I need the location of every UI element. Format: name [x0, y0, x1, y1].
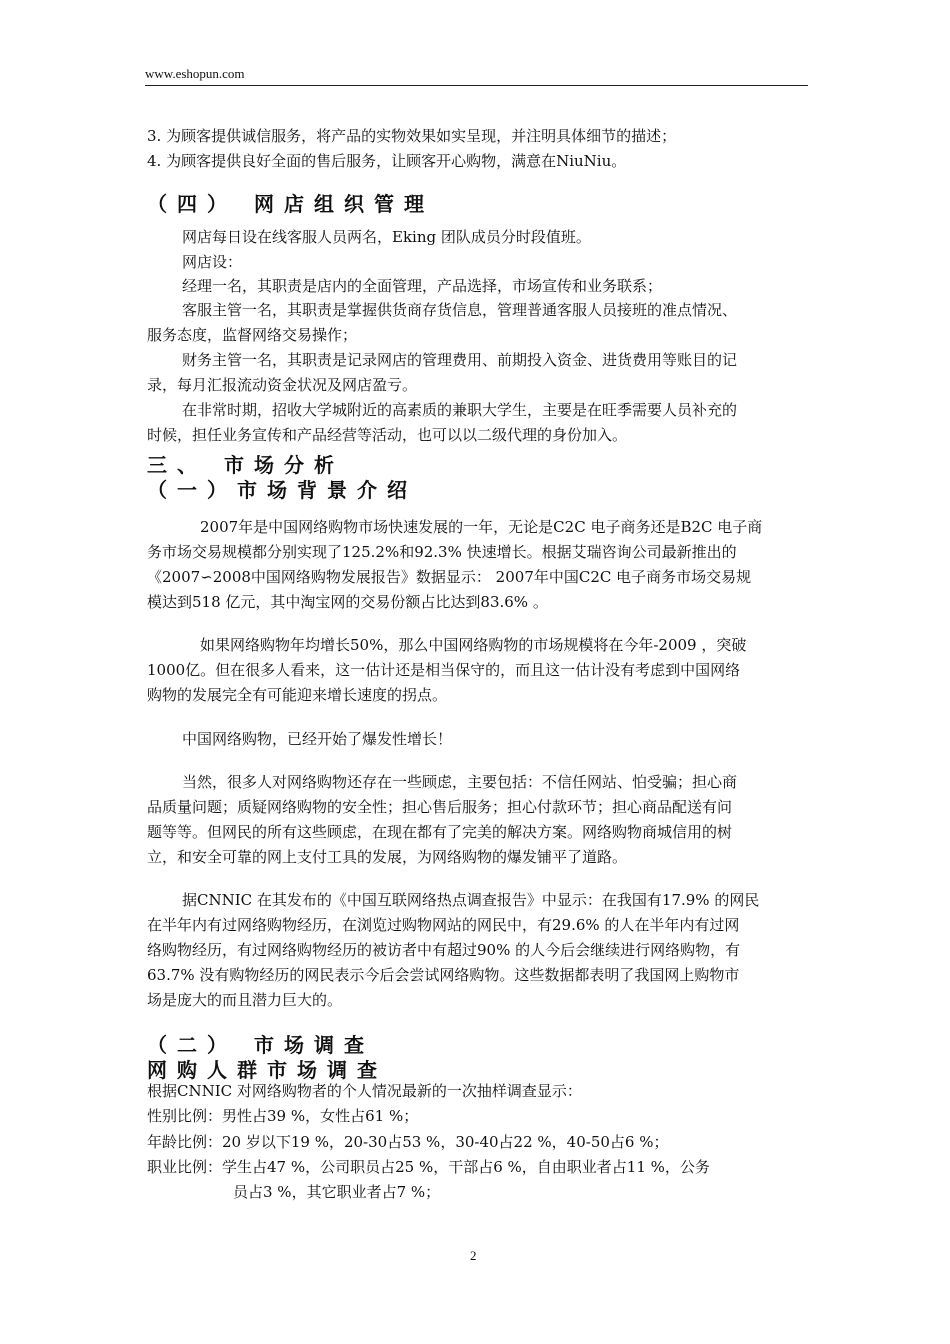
survey-occupation: 职业比例：学生占47 %，公司职员占25 %，干部占6 %，自由职业者占11 %，公务: [147, 1158, 710, 1176]
paragraph-line: 务市场交易规模都分别实现了125.2%和92.3% 快速增长。根据艾瑞咨询公司最新推出的: [147, 543, 737, 561]
paragraph-line: 服务态度，监督网络交易操作；: [147, 326, 358, 344]
paragraph-line: 中国网络购物，已经开始了爆发性增长！: [182, 730, 453, 748]
paragraph-line: 1000亿。但在很多人看来，这一估计还是相当保守的，而且这一估计没有考虑到中国网络: [147, 661, 741, 679]
paragraph-line: 当然，很多人对网络购物还存在一些顾虑，主要包括：不信任网站、怕受骗；担心商: [182, 773, 738, 791]
paragraph-line: 在半年内有过网络购物经历，在浏览过购物网站的网民中，有29.6% 的人在半年内有过网: [147, 916, 740, 934]
paragraph-line: 客服主管一名，其职责是掌握供货商存货信息，管理普通客服人员接班的准点情况、: [182, 301, 738, 319]
paragraph-line: 题等等。但网民的所有这些顾虑，在现在都有了完美的解决方案。网络购物商城信用的树: [147, 823, 733, 841]
paragraph-line: 场是庞大的而且潜力巨大的。: [147, 991, 343, 1009]
paragraph-line: 据CNNIC 在其发布的《中国互联网络热点调查报告》中显示：在我国有17.9% 的网民: [182, 891, 760, 909]
paragraph-line: 63.7% 没有购物经历的网民表示今后会尝试网络购物。这些数据都表明了我国网上购物市: [147, 966, 740, 984]
paragraph-line: 络购物经历，有过网络购物经历的被访者中有超过90% 的人今后会继续进行网络购物，有: [147, 941, 741, 959]
section-heading: （四） 网店组织管理: [147, 192, 434, 216]
service-item-3: 3. 为顾客提供诚信服务，将产品的实物效果如实呈现，并注明具体细节的描述；: [147, 127, 677, 145]
survey-occupation-cont: 员占3 %，其它职业者占7 %；: [233, 1183, 441, 1201]
section-heading: （一）市场背景介绍: [147, 478, 417, 502]
survey-age: 年龄比例：20 岁以下19 %，20-30占53 %，30-40占22 %，40-50占6 %；: [147, 1133, 669, 1151]
paragraph-line: 录，每月汇报流动资金状况及网店盈亏。: [147, 376, 418, 394]
paragraph-line: 网店设：: [182, 253, 243, 271]
paragraph-line: 如果网络购物年均增长50%，那么中国网络购物的市场规模将在今年-2009 ，突破: [200, 636, 747, 654]
paragraph-line: 《2007∽2008中国网络购物发展报告》数据显示： 2007年中国C2C 电子商务市场交易规: [147, 568, 752, 586]
paragraph-line: 网店每日设在线客服人员两名，Eking 团队成员分时段值班。: [182, 228, 591, 246]
paragraph-line: 购物的发展完全有可能迎来增长速度的拐点。: [147, 686, 448, 704]
paragraph-line: 经理一名，其职责是店内的全面管理，产品选择，市场宣传和业务联系；: [182, 277, 663, 295]
paragraph-line: 立，和安全可靠的网上支付工具的发展，为网络购物的爆发铺平了道路。: [147, 848, 628, 866]
section-heading: （二） 市场调查: [147, 1033, 374, 1057]
survey-intro: 根据CNNIC 对网络购物者的个人情况最新的一次抽样调查显示：: [147, 1082, 582, 1100]
chapter-heading: 三、 市场分析: [147, 453, 344, 477]
service-item-4: 4. 为顾客提供良好全面的售后服务，让顾客开心购物，满意在NiuNiu。: [147, 152, 627, 170]
paragraph-line: 时候，担任业务宣传和产品经营等活动，也可以以二级代理的身份加入。: [147, 426, 628, 444]
subsection-heading: 网购人群市场调查: [147, 1058, 387, 1082]
paragraph-line: 财务主管一名，其职责是记录网店的管理费用、前期投入资金、进货费用等账目的记: [182, 351, 738, 369]
paragraph-line: 在非常时期，招收大学城附近的高素质的兼职大学生，主要是在旺季需要人员补充的: [182, 401, 738, 419]
page-number: 2: [470, 1248, 477, 1263]
survey-gender: 性别比例：男性占39 %，女性占61 %；: [147, 1107, 419, 1125]
header-site: www.eshopun.com: [145, 66, 245, 81]
paragraph-line: 模达到518 亿元，其中淘宝网的交易份额占比达到83.6% 。: [147, 593, 548, 611]
header-rule: [145, 85, 808, 86]
paragraph-line: 2007年是中国网络购物市场快速发展的一年，无论是C2C 电子商务还是B2C 电子商: [200, 518, 763, 536]
paragraph-line: 品质量问题；质疑网络购物的安全性；担心售后服务；担心付款环节；担心商品配送有问: [147, 798, 733, 816]
